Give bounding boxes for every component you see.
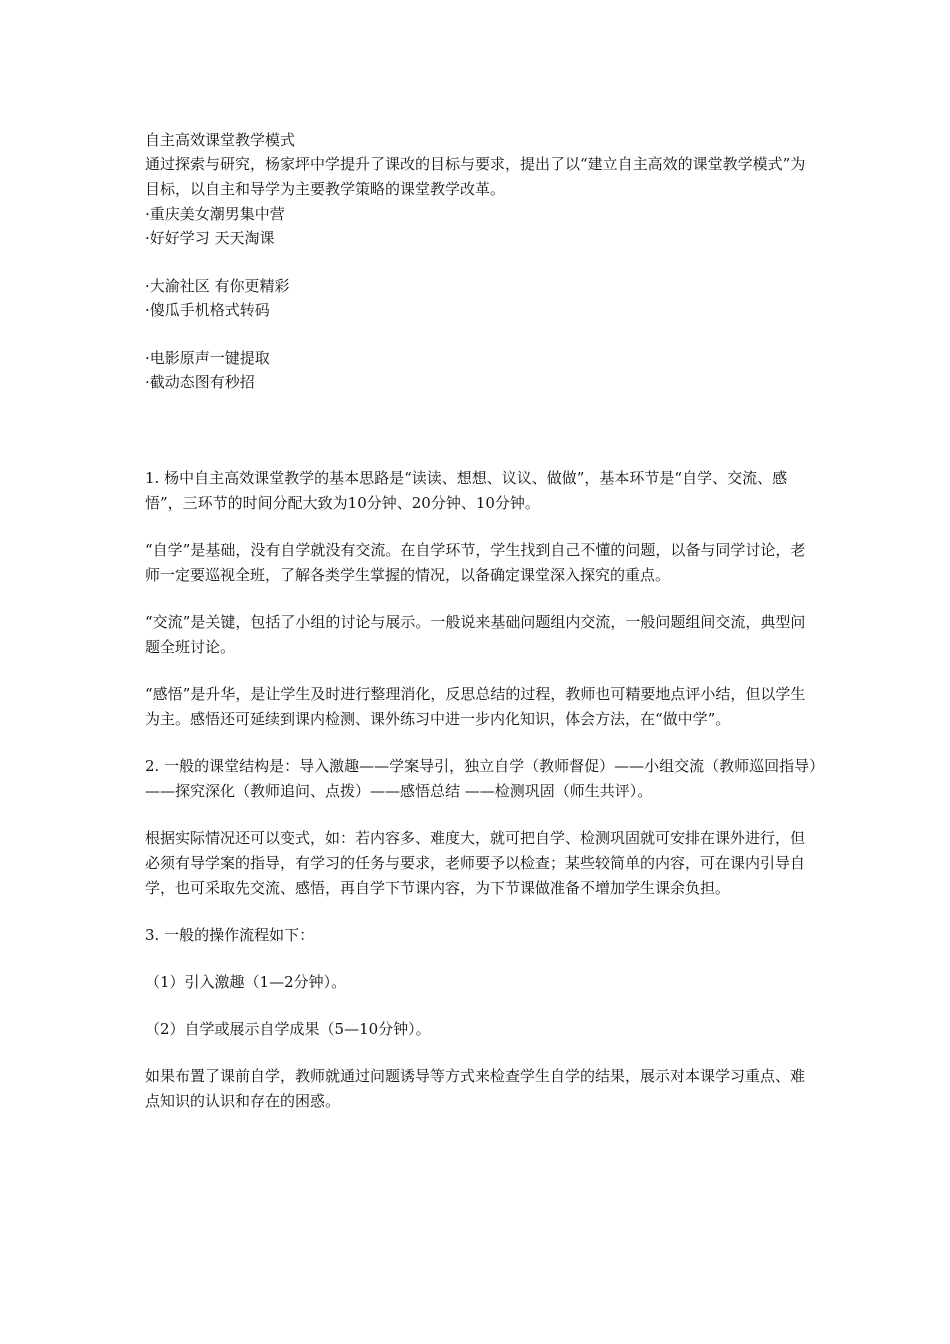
link-item[interactable]: ·傻瓜手机格式转码 — [145, 301, 270, 319]
document-body — [145, 128, 817, 1114]
body-paragraph: （1）引入激趣（1—2分钟）。 — [145, 973, 347, 991]
body-paragraph: “感悟”是升华，是让学生及时进行整理消化，反思总结的过程，教师也可精要地点评小结，但以学生为主。感悟还可延续到课内检测、课外练习中进一步内化知识，体会方法，在“做中学”。 — [145, 685, 806, 728]
body-paragraph: 根据实际情况还可以变式，如：若内容多、难度大，就可把自学、检测巩固就可安排在课外进行，但必须有导学案的指导，有学习的任务与要求，老师要予以检查；某些较简单的内容，可在课内引导自学，也可采取先交流、感悟，再自学下节课内容，为下节课做准备不增加学生课余负担。 — [145, 829, 806, 897]
body-paragraph: 3. 一般的操作流程如下： — [145, 926, 315, 944]
body-paragraph: “交流”是关键，包括了小组的讨论与展示。一般说来基础问题组内交流，一般问题组间交流，典型问题全班讨论。 — [145, 613, 806, 656]
link-item[interactable]: ·大渝社区 有你更精彩 — [145, 277, 290, 295]
document-title: 自主高效课堂教学模式 — [145, 131, 296, 149]
link-item[interactable]: ·重庆美女潮男集中营 — [145, 205, 285, 223]
body-paragraph: 1. 杨中自主高效课堂教学的基本思路是“读读、想想、议议、做做”，基本环节是“自学、交流、感悟”，三环节的时间分配大致为10分钟、20分钟、10分钟。 — [145, 469, 788, 512]
body-paragraph: “自学”是基础，没有自学就没有交流。在自学环节，学生找到自己不懂的问题，以备与同学讨论，老师一定要巡视全班，了解各类学生掌握的情况，以备确定课堂深入探究的重点。 — [145, 541, 806, 584]
intro-paragraph: 通过探索与研究，杨家坪中学提升了课改的目标与要求，提出了以“建立自主高效的课堂教学模式”为目标，以自主和导学为主要教学策略的课堂教学改革。 — [145, 155, 806, 198]
body-paragraph: 如果布置了课前自学，教师就通过问题诱导等方式来检查学生自学的结果，展示对本课学习重点、难点知识的认识和存在的困惑。 — [145, 1067, 806, 1110]
link-item[interactable]: ·电影原声一键提取 — [145, 349, 270, 367]
body-paragraph: 2. 一般的课堂结构是：导入激趣——学案导引，独立自学（教师督促）——小组交流（教师巡回指导）——探究深化（教师追问、点拨）——感悟总结 ——检测巩固（师生共评）。 — [145, 757, 817, 800]
link-item[interactable]: ·截动态图有秒招 — [145, 373, 255, 391]
body-paragraph: （2）自学或展示自学成果（5—10分钟）。 — [145, 1020, 431, 1038]
link-item[interactable]: ·好好学习 天天淘课 — [145, 229, 275, 247]
